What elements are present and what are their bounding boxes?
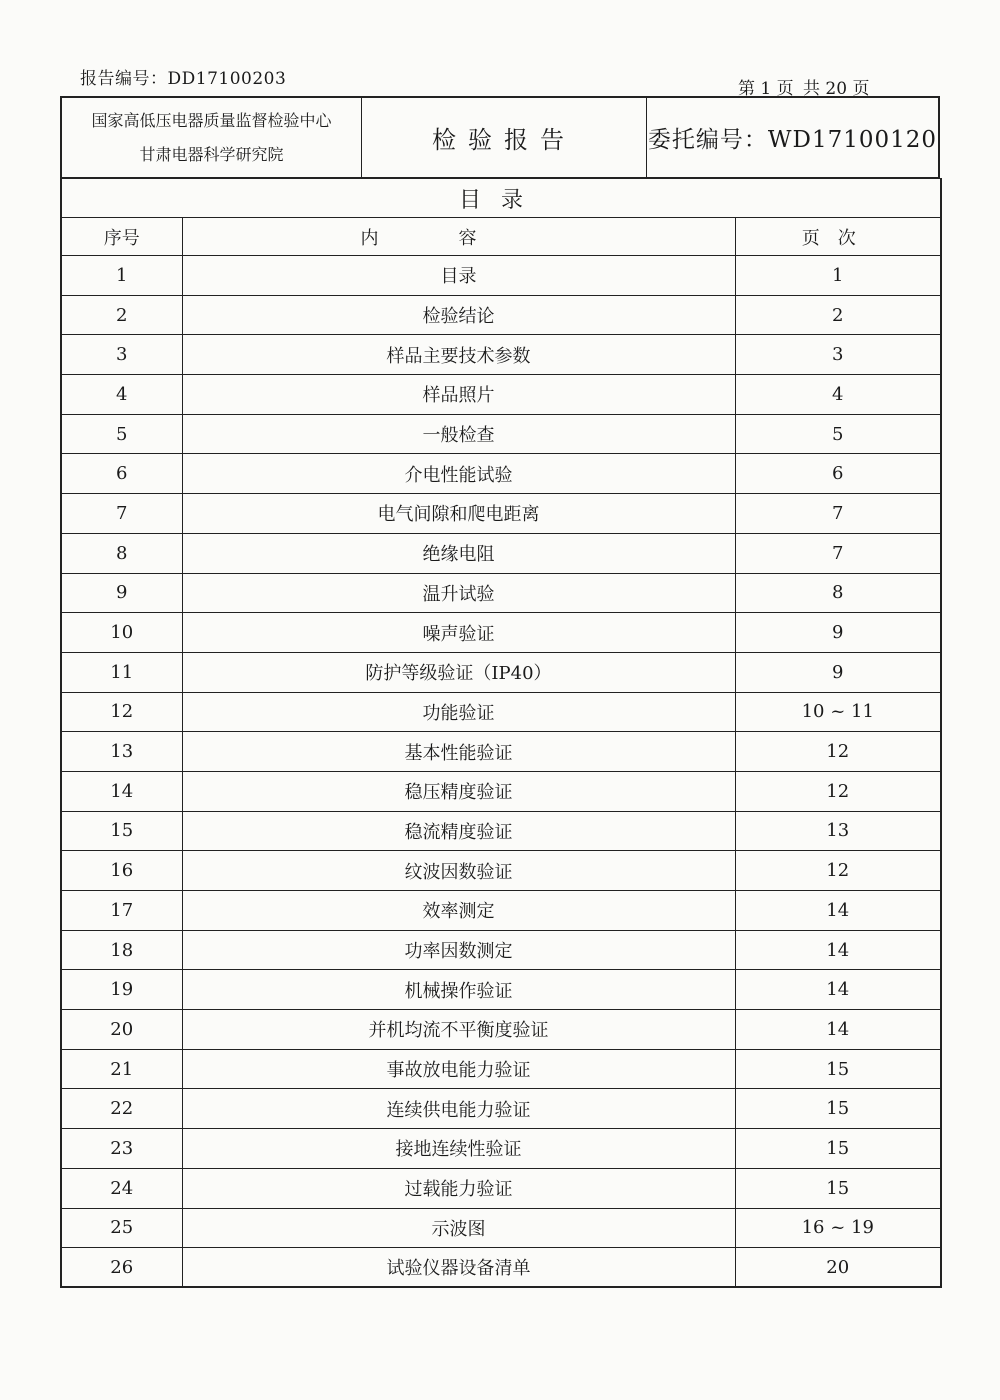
table-row <box>61 732 941 772</box>
row-number: 26 <box>61 1248 182 1288</box>
column-header-page: 页次 <box>735 218 941 256</box>
row-content: 防护等级验证（IP40） <box>182 652 735 692</box>
row-page: 2 <box>735 295 941 335</box>
table-row <box>61 930 941 970</box>
row-content: 过载能力验证 <box>182 1168 735 1208</box>
row-content: 接地连续性验证 <box>182 1129 735 1169</box>
row-page: 3 <box>735 335 941 375</box>
table-row <box>61 256 941 296</box>
row-number: 9 <box>61 573 182 613</box>
report-number: 报告编号：DD17100203 <box>80 69 287 89</box>
table-row <box>61 891 941 931</box>
row-page: 14 <box>735 1010 941 1050</box>
row-content: 介电性能试验 <box>182 454 735 494</box>
row-page: 15 <box>735 1129 941 1169</box>
row-number: 7 <box>61 494 182 534</box>
row-content: 事故放电能力验证 <box>182 1049 735 1089</box>
row-number: 24 <box>61 1168 182 1208</box>
row-number: 25 <box>61 1208 182 1248</box>
row-content: 机械操作验证 <box>182 970 735 1010</box>
row-content: 样品照片 <box>182 375 735 415</box>
row-content: 电气间隙和爬电距离 <box>182 494 735 534</box>
table-row <box>61 851 941 891</box>
row-page: 1 <box>735 256 941 296</box>
row-number: 2 <box>61 295 182 335</box>
row-number: 19 <box>61 970 182 1010</box>
row-number: 20 <box>61 1010 182 1050</box>
table-row <box>61 1049 941 1089</box>
row-page: 16 ~ 19 <box>735 1208 941 1248</box>
row-content: 稳流精度验证 <box>182 811 735 851</box>
row-page: 12 <box>735 771 941 811</box>
row-number: 10 <box>61 613 182 653</box>
row-content: 温升试验 <box>182 573 735 613</box>
row-page: 4 <box>735 375 941 415</box>
row-content: 纹波因数验证 <box>182 851 735 891</box>
table-row <box>61 692 941 732</box>
table-row <box>61 295 941 335</box>
table-row <box>61 613 941 653</box>
row-page: 15 <box>735 1168 941 1208</box>
row-content: 一般检查 <box>182 414 735 454</box>
row-page: 12 <box>735 732 941 772</box>
row-content: 功率因数测定 <box>182 930 735 970</box>
table-row <box>61 652 941 692</box>
row-number: 3 <box>61 335 182 375</box>
row-content: 连续供电能力验证 <box>182 1089 735 1129</box>
row-content: 并机均流不平衡度验证 <box>182 1010 735 1050</box>
issuing-organization <box>62 98 362 177</box>
report-header <box>60 96 940 178</box>
row-page: 9 <box>735 613 941 653</box>
row-content: 示波图 <box>182 1208 735 1248</box>
row-page: 12 <box>735 851 941 891</box>
row-content: 基本性能验证 <box>182 732 735 772</box>
table-row <box>61 573 941 613</box>
row-number: 1 <box>61 256 182 296</box>
row-number: 6 <box>61 454 182 494</box>
row-page: 14 <box>735 930 941 970</box>
table-row <box>61 970 941 1010</box>
current-page: 第 1 页 <box>738 79 794 99</box>
table-row <box>61 1248 941 1288</box>
row-content: 绝缘电阻 <box>182 533 735 573</box>
table-row <box>61 811 941 851</box>
row-number: 21 <box>61 1049 182 1089</box>
table-row <box>61 414 941 454</box>
row-number: 5 <box>61 414 182 454</box>
org-name-line2: 甘肃电器科学研究院 <box>139 144 284 164</box>
row-page: 14 <box>735 891 941 931</box>
row-page: 15 <box>735 1049 941 1089</box>
table-row <box>61 454 941 494</box>
row-page: 13 <box>735 811 941 851</box>
row-page: 15 <box>735 1089 941 1129</box>
table-row <box>61 771 941 811</box>
row-number: 13 <box>61 732 182 772</box>
row-content: 功能验证 <box>182 692 735 732</box>
toc-rows <box>61 256 941 1288</box>
column-header-no: 序号 <box>61 218 182 256</box>
column-header-content: 内容 <box>182 218 735 256</box>
commission-number: 委托编号：WD17100120 <box>647 127 938 153</box>
table-row <box>61 494 941 534</box>
row-content: 稳压精度验证 <box>182 771 735 811</box>
row-page: 7 <box>735 533 941 573</box>
row-number: 15 <box>61 811 182 851</box>
report-title: 检验报告 <box>362 98 647 177</box>
table-row <box>61 335 941 375</box>
row-page: 8 <box>735 573 941 613</box>
row-page: 20 <box>735 1248 941 1288</box>
table-row <box>61 1129 941 1169</box>
row-page: 6 <box>735 454 941 494</box>
row-number: 22 <box>61 1089 182 1129</box>
table-row <box>61 533 941 573</box>
row-page: 7 <box>735 494 941 534</box>
row-content: 效率测定 <box>182 891 735 931</box>
row-number: 23 <box>61 1129 182 1169</box>
row-number: 16 <box>61 851 182 891</box>
row-number: 11 <box>61 652 182 692</box>
total-pages: 共 20 页 <box>803 79 870 99</box>
toc-title: 目录 <box>61 179 941 218</box>
org-name-line1: 国家高低压电器质量监督检验中心 <box>91 110 332 130</box>
row-number: 12 <box>61 692 182 732</box>
row-number: 18 <box>61 930 182 970</box>
row-content: 目录 <box>182 256 735 296</box>
row-page: 10 ~ 11 <box>735 692 941 732</box>
table-row <box>61 1089 941 1129</box>
table-row <box>61 1168 941 1208</box>
row-number: 17 <box>61 891 182 931</box>
table-of-contents <box>60 178 942 1288</box>
row-number: 8 <box>61 533 182 573</box>
table-row <box>61 1208 941 1248</box>
table-row <box>61 375 941 415</box>
row-number: 14 <box>61 771 182 811</box>
row-page: 5 <box>735 414 941 454</box>
row-content: 样品主要技术参数 <box>182 335 735 375</box>
table-row <box>61 1010 941 1050</box>
row-page: 9 <box>735 652 941 692</box>
row-number: 4 <box>61 375 182 415</box>
row-page: 14 <box>735 970 941 1010</box>
row-content: 噪声验证 <box>182 613 735 653</box>
row-content: 试验仪器设备清单 <box>182 1248 735 1288</box>
row-content: 检验结论 <box>182 295 735 335</box>
